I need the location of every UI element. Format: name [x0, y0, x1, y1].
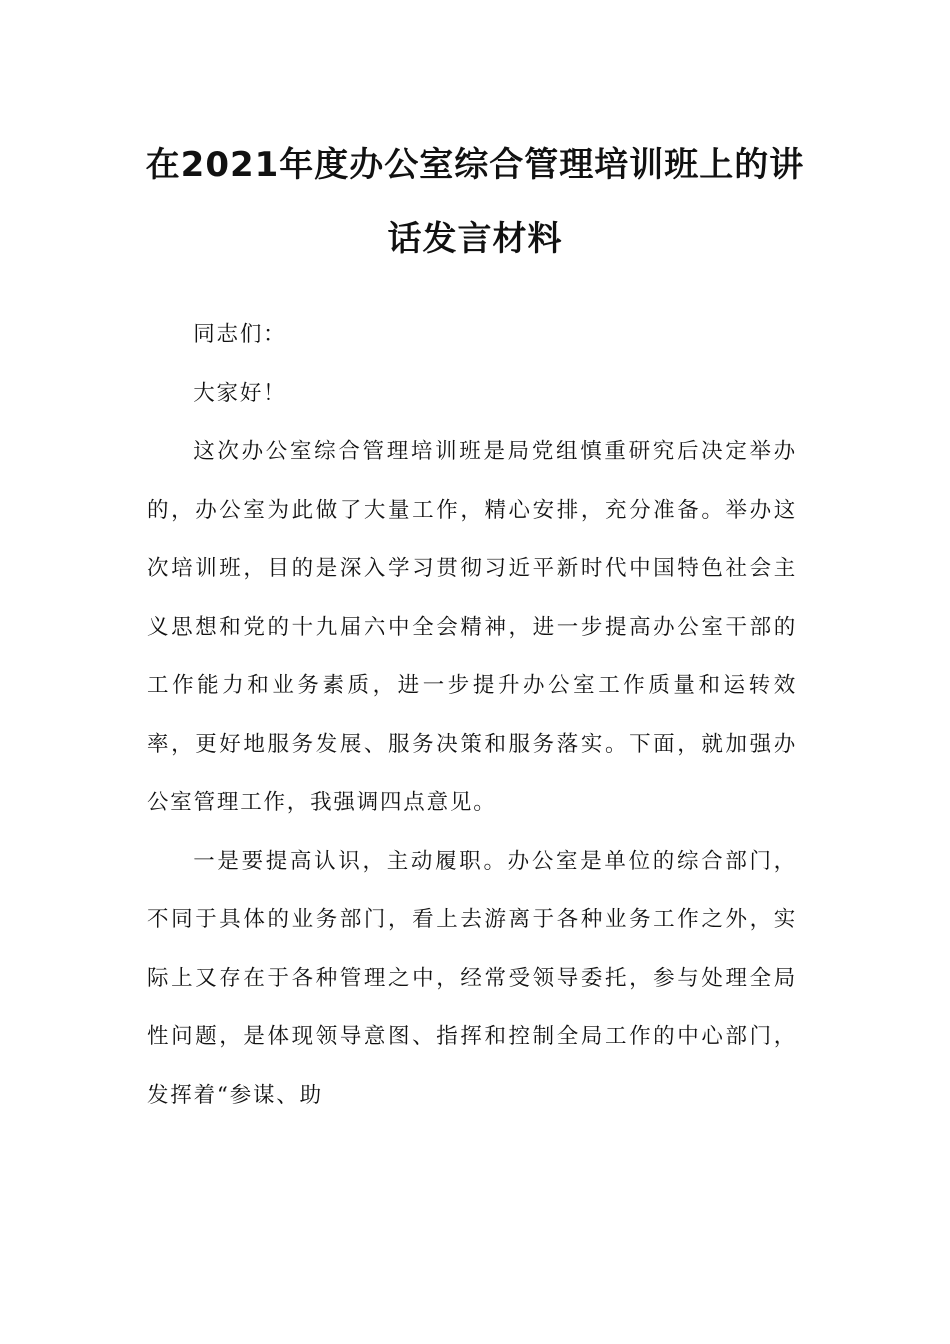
greeting: 大家好！ — [193, 380, 287, 406]
salutation: 同志们： — [193, 322, 287, 347]
title-line-1: 在2021年度办公室综合管理培训班上的讲 — [145, 145, 805, 185]
document-body — [147, 306, 797, 1125]
paragraph-1: 这次办公室综合管理培训班是局党组慎重研究后决定举办的，办公室为此做了大量工作，精心安排，充分准备。举办这次培训班，目的是深入学习贯彻习近平新时代中国特色社会主义思想和党的十九届六中全会精神，进一步提高办公室干部的工作能力和业务素质，进一步提升办公室工作质量和运转效率，更好地服务发展、服务决策和服务落实。下面，就加强办公室管理工作，我强调四点意见。 — [147, 439, 797, 815]
paragraph-2: 一是要提高认识，主动履职。办公室是单位的综合部门，不同于具体的业务部门，看上去游离于各种业务工作之外，实际上又存在于各种管理之中，经常受领导委托，参与处理全局性问题，是体现领导意图、指挥和控制全局工作的中心部门，发挥着“参谋、助 — [147, 848, 797, 1108]
title-line-2: 话发言材料 — [387, 219, 563, 259]
document-title — [120, 128, 830, 276]
